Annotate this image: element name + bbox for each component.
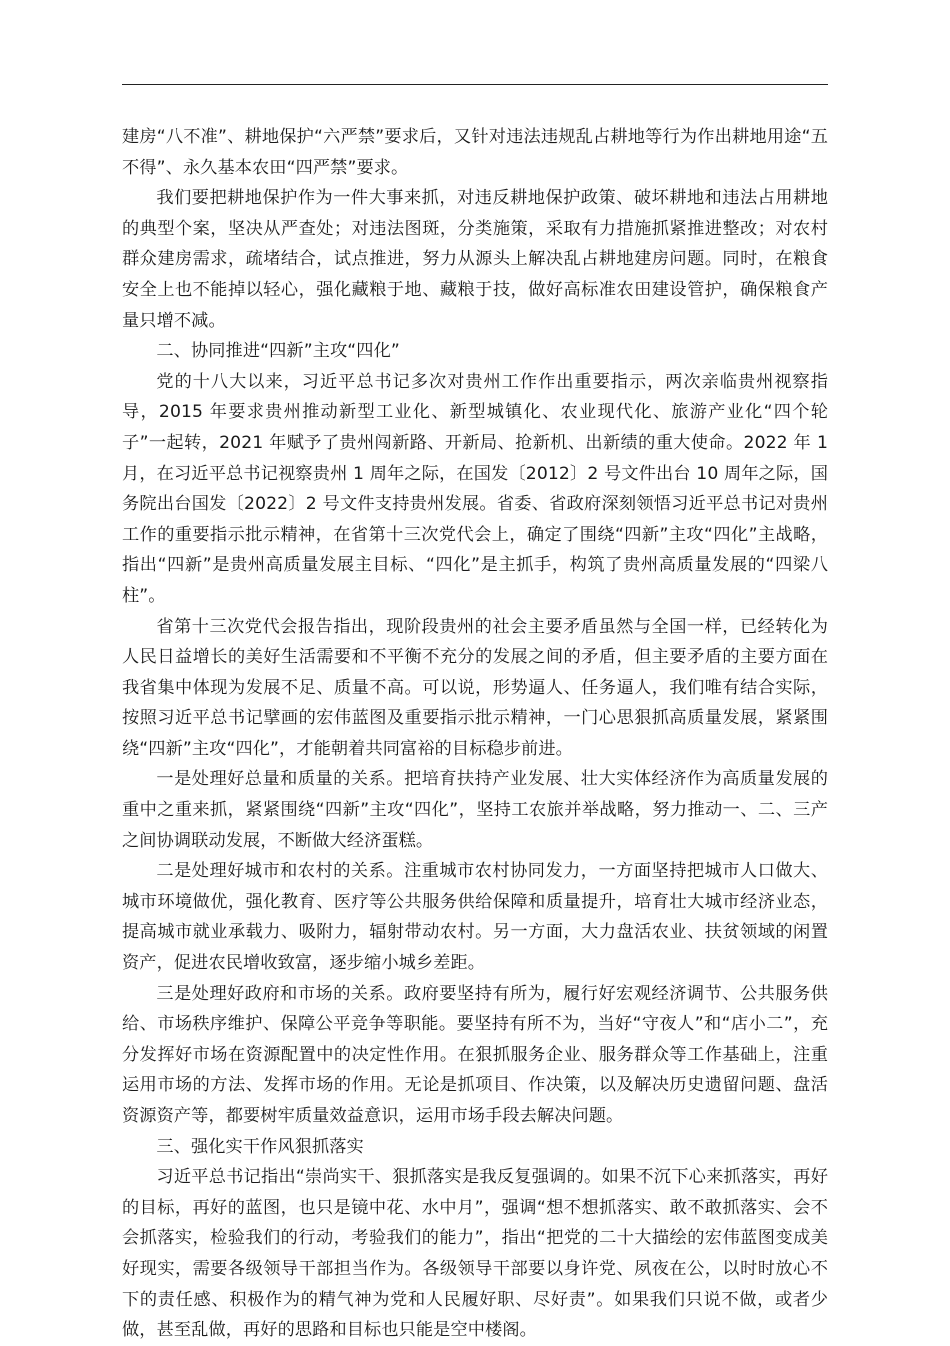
paragraph-implementation: 习近平总书记指出“崇尚实干、狠抓落实是我反复强调的。如果不沉下心来抓落实，再好的目标，再好的蓝图，也只是镜中花、水中月”，强调“想不想抓落实、敢不敢抓落实、会不会抓落实，检验我们的行动，考验我们的能力”，指出“把党的二十大描绘的宏伟蓝图变成美好现实，需要各级领导干部担当作为。各级领导干部要以身许党、夙夜在公，以时时放心不下的责任感、积极作为的精气神为党和人民履好职、尽好责”。如果我们只说不做，或者少做，甚至乱做，再好的思路和目标也只能是空中楼阁。 <box>122 1167 828 1341</box>
section-heading-2: 二、协同推进“四新”主攻“四化” <box>156 341 400 362</box>
header-rule <box>122 84 828 85</box>
paragraph-party-congress-report: 省第十三次党代会报告指出，现阶段贵州的社会主要矛盾虽然与全国一样，已经转化为人民日益增长的美好生活需要和不平衡不充分的发展之间的矛盾，但主要矛盾的主要方面在我省集中体现为发展不足、质量不高。可以说，形势逼人、任务逼人，我们唯有结合实际，按照习近平总书记擘画的宏伟蓝图及重要指示批示精神，一门心思狠抓高质量发展，紧紧围绕“四新”主攻“四化”，才能朝着共同富裕的目标稳步前进。 <box>122 616 828 759</box>
paragraph-farmland-protection: 我们要把耕地保护作为一件大事来抓，对违反耕地保护政策、破坏耕地和违法占用耕地的典型个案，坚决从严查处；对违法图斑，分类施策，采取有力措施抓紧推进整改；对农村群众建房需求，疏堵结合，试点推进，努力从源头上解决乱占耕地建房问题。同时，在粮食安全上也不能掉以轻心，强化藏粮于地、藏粮于技，做好高标准农田建设管护，确保粮食产量只增不减。 <box>122 188 828 331</box>
document-body <box>122 122 828 1346</box>
section-heading-3: 三、强化实干作风狠抓落实 <box>156 1136 364 1157</box>
paragraph-guizhou-instructions: 党的十八大以来，习近平总书记多次对贵州工作作出重要指示，两次亲临贵州视察指导，2015 年要求贵州推动新型工业化、新型城镇化、农业现代化、旅游产业化“四个轮子”一起转，2021 年赋予了贵州闯新路、开新局、抢新机、出新绩的重大使命。2022 年 1 月，在习近平总书记视察贵州 1 周年之际，在国发〔2012〕2 号文件出台 10 周年之际，国务院出台国发〔2022〕2 号文件支持贵州发展。省委、省政府深刻领悟习近平总书记对贵州工作的重要指示批示精神，在省第十三次党代会上，确定了围绕“四新”主攻“四化”主战略，指出“四新”是贵州高质量发展主目标、“四化”是主抓手，构筑了贵州高质量发展的“四梁八柱”。 <box>122 371 828 606</box>
paragraph-government-market: 三是处理好政府和市场的关系。政府要坚持有所为，履行好宏观经济调节、公共服务供给、市场秩序维护、保障公平竞争等职能。要坚持有所不为，当好“守夜人”和“店小二”，充分发挥好市场在资源配置中的决定性作用。在狠抓服务企业、服务群众等工作基础上，注重运用市场的方法、发挥市场的作用。无论是抓项目、作决策，以及解决历史遗留问题、盘活资源资产等，都要树牢质量效益意识，运用市场手段去解决问题。 <box>122 983 828 1126</box>
paragraph-city-countryside: 二是处理好城市和农村的关系。注重城市农村协同发力，一方面坚持把城市人口做大、城市环境做优，强化教育、医疗等公共服务供给保障和质量提升，培育壮大城市经济业态，提高城市就业承载力、吸附力，辐射带动农村。另一方面，大力盘活农业、扶贫领域的闲置资产，促进农民增收致富，逐步缩小城乡差距。 <box>122 861 828 974</box>
paragraph-quantity-quality: 一是处理好总量和质量的关系。把培育扶持产业发展、壮大实体经济作为高质量发展的重中之重来抓，紧紧围绕“四新”主攻“四化”，坚持工农旅并举战略，努力推动一、二、三产之间协调联动发展，不断做大经济蛋糕。 <box>122 769 828 851</box>
paragraph-continuation: 建房“八不准”、耕地保护“六严禁”要求后，又针对违法违规乱占耕地等行为作出耕地用途“五不得”、永久基本农田“四严禁”要求。 <box>122 127 828 178</box>
